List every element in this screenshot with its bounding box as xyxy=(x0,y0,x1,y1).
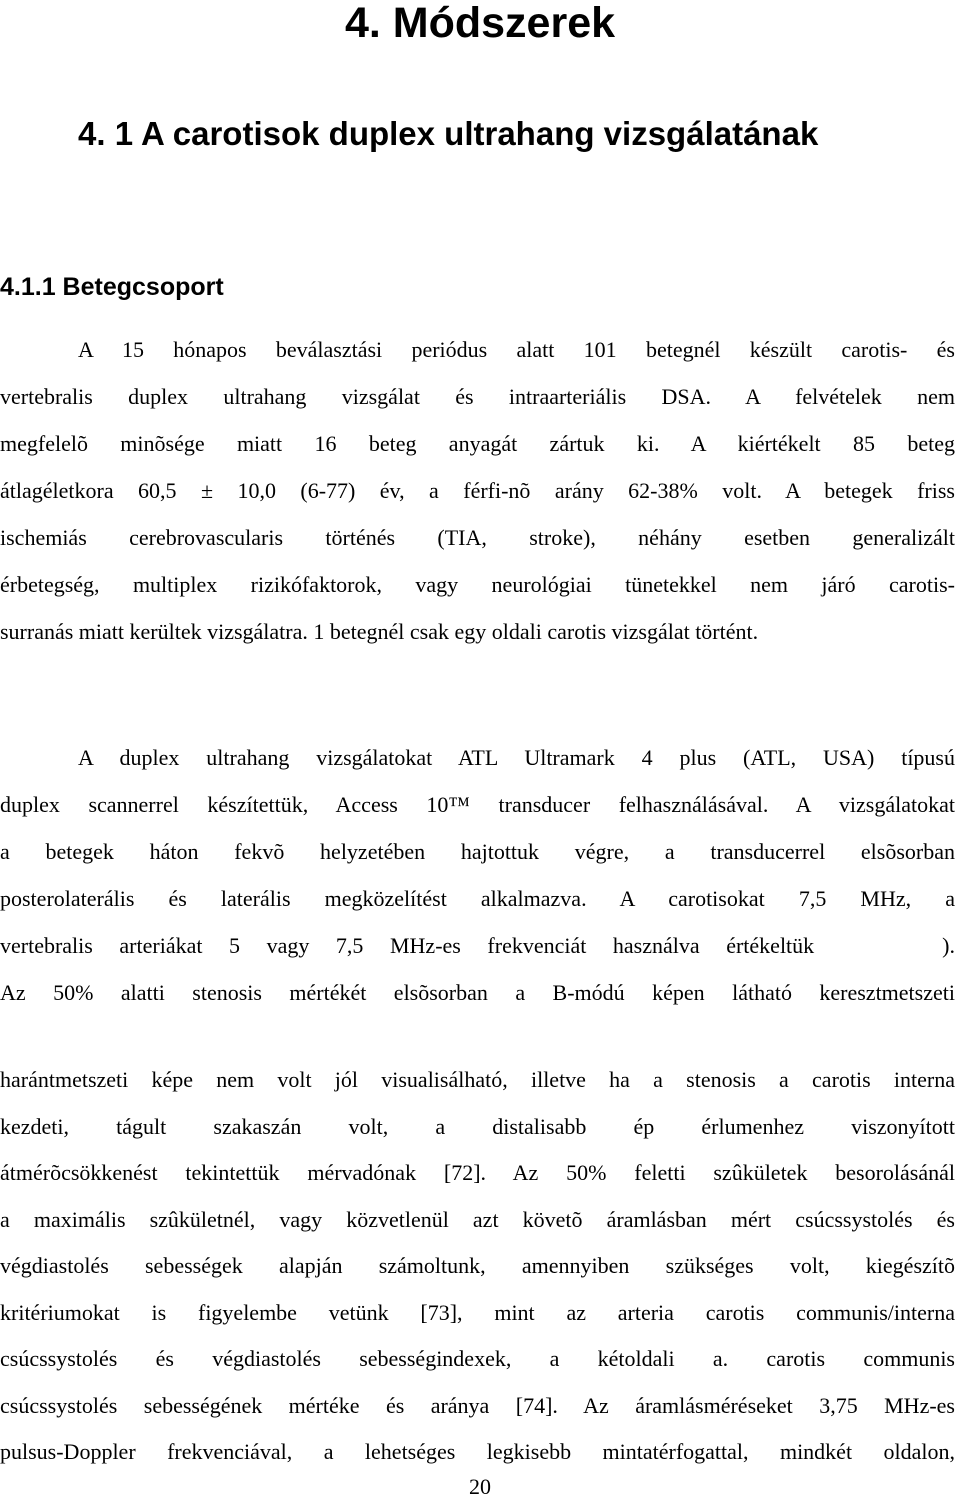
text-line: kezdeti, tágult szakaszán volt, a distalisabb ép érlumenhez viszonyított xyxy=(0,1113,955,1139)
chapter-title: 4. Módszerek xyxy=(344,0,616,47)
text-line: végdiastolés sebességek alapján számoltunk, amennyiben szükséges volt, kiegészítõ xyxy=(0,1253,955,1278)
page-number: 20 xyxy=(469,1474,491,1499)
text-line: pulsus-Doppler frekvenciával, a lehetséges legkisebb mintatérfogattal, mindkét oldalon, xyxy=(0,1439,955,1464)
text-fragment: ). xyxy=(942,933,955,958)
text-line: csúcssystolés és végdiastolés sebességindexek, a kétoldali a. carotis communis xyxy=(0,1346,955,1371)
paragraph-betegcsoport xyxy=(0,326,955,655)
paragraph-methods xyxy=(0,734,955,1016)
text-line: surranás miatt kerültek vizsgálatra. 1 betegnél csak egy oldali carotis vizsgálat történt. xyxy=(0,619,759,644)
text-line: kritériumokat is figyelembe vetünk [73], mint az arteria carotis communis/interna xyxy=(0,1299,955,1325)
text-line: a maximális szûkületnél, vagy közvetlenül azt követõ áramlásban mért csúcssystolés és xyxy=(0,1206,955,1232)
text-line: átmérõcsökkenést tekintettük mérvadónak [72]. Az 50% feletti szûkületek besorolásánál xyxy=(0,1160,955,1185)
text-line: ischemiás cerebrovascularis történés (TIA, stroke), néhány esetben generalizált xyxy=(0,525,955,550)
text-fragment: vertebralis arteriákat 5 vagy 7,5 MHz-es frekvenciát használva értékeltük xyxy=(0,933,815,958)
text-line: a betegek háton fekvõ helyzetében hajtottuk végre, a transducerrel elsõsorban xyxy=(0,839,955,864)
subsection-title: 4.1.1 Betegcsoport xyxy=(0,273,224,301)
text-line: duplex scannerrel készítettük, Access 10™ transducer felhasználásával. A vizsgálatokat xyxy=(0,792,955,817)
text-line: vertebralis duplex ultrahang vizsgálat és intraarteriális DSA. A felvételek nem xyxy=(0,384,955,409)
text-line: Az 50% alatti stenosis mértékét elsõsorban a B-módú képen látható keresztmetszeti xyxy=(0,980,955,1005)
text-line: csúcssystolés sebességének mértéke és aránya [74]. Az áramlásméréseket 3,75 MHz-es xyxy=(0,1392,955,1418)
text-line: posterolaterális és laterális megközelítést alkalmazva. A carotisokat 7,5 MHz, a xyxy=(0,886,955,911)
text-line: átlagéletkora 60,5 ± 10,0 (6-77) év, a férfi-nõ arány 62-38% volt. A betegek friss xyxy=(0,478,955,503)
text-line: A 15 hónapos beválasztási periódus alatt 101 betegnél készült carotis- és xyxy=(78,337,955,362)
text-line: érbetegség, multiplex rizikófaktorok, vagy neurológiai tünetekkel nem járó carotis- xyxy=(0,572,955,597)
text-line-with-gap xyxy=(0,922,955,969)
text-line: harántmetszeti képe nem volt jól visualisálható, illetve ha a stenosis a carotis interna xyxy=(0,1067,955,1092)
section-title: 4. 1 A carotisok duplex ultrahang vizsgálatának xyxy=(78,115,819,152)
text-line: A duplex ultrahang vizsgálatokat ATL Ultramark 4 plus (ATL, USA) típusú xyxy=(78,745,955,770)
paragraph-stenosis xyxy=(0,1057,955,1476)
text-line: megfelelõ minõsége miatt 16 beteg anyagát zártuk ki. A kiértékelt 85 beteg xyxy=(0,431,955,456)
